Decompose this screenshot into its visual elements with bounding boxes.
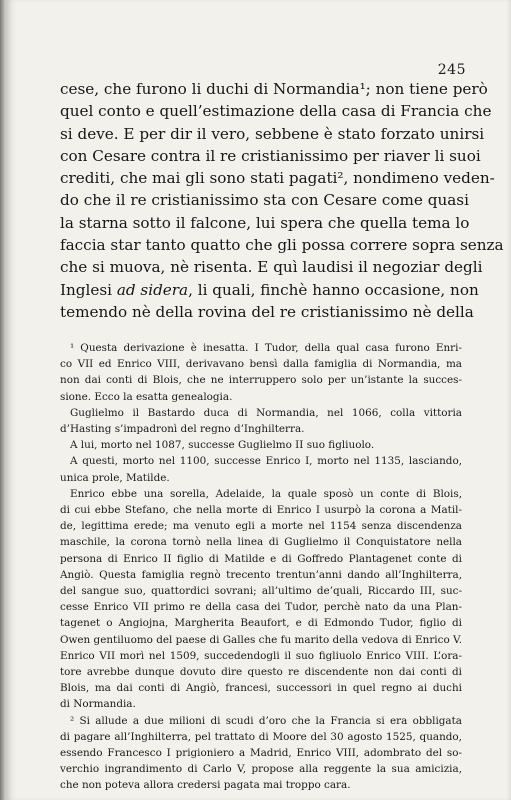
footnote-line: sione. Ecco la esatta genealogia. xyxy=(60,390,233,403)
footnote-line: persona di Enrico II figlio di Matilde e di Goffredo Plantagenet conte di xyxy=(60,552,462,565)
footnote-line: ¹ Questa derivazione è inesatta. I Tudor, della qual casa furono Enri- xyxy=(70,342,462,354)
body-line: do che il re cristianissimo sta con Cesare come quasi xyxy=(60,191,469,210)
body-line: faccia star tanto quatto che gli possa correre sopra senza xyxy=(60,236,504,255)
footnote-line: tagenet o Angiojna, Margherita Beaufort, e di Edmondo Tudor, figlio di xyxy=(60,617,462,630)
footnote-line: co VII ed Enrico VIII, derivavano bensì dalla famiglia di Normandia, ma xyxy=(60,358,462,371)
footnote-line: tore avrebbe dunque dovuto dire questo re discendente non dai conti di xyxy=(60,666,462,679)
footnote-line: ² Si allude a due milioni di scudi d’oro che la Francia si era obbligata xyxy=(70,714,462,727)
body-line: cese, che furono li duchi di Normandia¹; non tiene però xyxy=(60,80,488,98)
page-number: 245 xyxy=(437,62,466,78)
body-line: temendo nè della rovina del re cristianissimo nè della xyxy=(60,302,474,321)
footnote-line: de, legittima erede; ma venuto egli a morte nel 1154 senza discendenza xyxy=(60,520,462,533)
book-gutter-shadow xyxy=(0,0,6,800)
body-line: crediti, che mai gli sono stati pagati², nondimeno veden- xyxy=(60,169,495,188)
footnote-line: essendo Francesco I prigioniero a Madrid, Enrico VIII, adombrato del so- xyxy=(60,747,462,760)
body-line: quel conto e quell’estimazione della casa di Francia che xyxy=(60,102,492,121)
footnote-line: Owen gentiluomo del paese di Galles che fu marito della vedova di Enrico V. xyxy=(60,633,462,646)
footnote-line: Enrico VII morì nel 1509, succedendogli il suo figliuolo Enrico VIII. L’ora- xyxy=(60,649,462,662)
footnote-line: Angiò. Questa famiglia regnò trecento trentun’anni dando all’Inghilterra, xyxy=(60,568,462,581)
footnote-line: A lui, morto nel 1087, successe Guglielmo II suo figliuolo. xyxy=(70,439,375,452)
footnote-line: verchio ingrandimento di Carlo V, propose alla reggente la sua amicizia, xyxy=(60,763,462,776)
footnote-line: di cui ebbe Stefano, che nella morte di Enrico I usurpò la corona a Matil- xyxy=(60,504,462,517)
footnote-line: Guglielmo il Bastardo duca di Normandia, nel 1066, colla vittoria xyxy=(70,406,462,419)
body-line: con Cesare contra il re cristianissimo per riaver li suoi xyxy=(60,146,481,165)
footnote-line: Blois, ma dai conti di Angiò, francesi, successori in quel regno ai duchi xyxy=(60,682,462,695)
footnote-line: unica prole, Matilde. xyxy=(60,471,170,484)
body-line: si deve. E per dir il vero, sebbene è stato forzato unirsi xyxy=(60,124,485,143)
footnote-line: d’Hasting s’impadronì del regno d’Inghilterra. xyxy=(60,423,305,436)
main-text-block xyxy=(60,78,504,323)
footnote-line: non dai conti di Blois, che ne interruppero solo per un’istante la succes- xyxy=(60,374,462,387)
footnote-line: di Normandia. xyxy=(60,698,136,711)
footnote-line: che non poteva allora credersi pagata mai troppo cara. xyxy=(60,779,351,792)
footnote-line: A questi, morto nel 1100, successe Enrico I, morto nel 1135, lasciando, xyxy=(70,455,462,468)
footnotes-block xyxy=(60,340,462,794)
footnote-line: Enrico ebbe una sorella, Adelaide, la quale sposò un conte di Blois, xyxy=(70,487,462,500)
body-line: la starna sotto il falcone, lui spera che quella tema lo xyxy=(60,213,470,232)
footnote-line: del sangue suo, quattordici sovrani; all’ultimo de’quali, Riccardo III, suc- xyxy=(60,585,462,598)
footnote-line: maschile, la corona tornò nella linea di Guglielmo il Conquistatore nella xyxy=(60,536,462,549)
body-line: Inglesi ad sidera, li quali, finchè hanno occasione, non xyxy=(60,280,479,299)
footnote-line: cesse Enrico VII primo re della casa dei Tudor, perchè nato da una Plan- xyxy=(60,601,462,614)
body-line: che si muova, nè risenta. E quì laudisi il negoziar degli xyxy=(60,258,483,277)
footnote-line: di pagare all’Inghilterra, pel trattato di Moore del 30 agosto 1525, quando, xyxy=(60,730,462,743)
